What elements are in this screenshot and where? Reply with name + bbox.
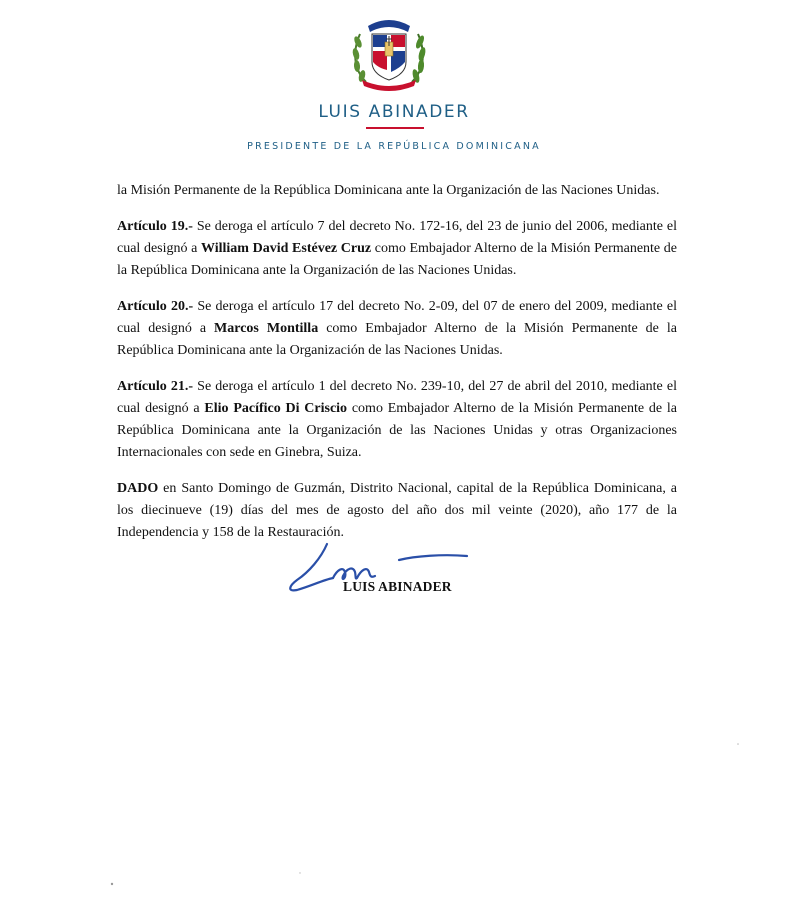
article-text: Se deroga el artículo 17 del decreto No. 2-09, del 07 de enero del 2009, mediante el cual designó a [117, 299, 677, 336]
paragraph-continuation [117, 180, 677, 202]
paragraph-article-21 [117, 376, 677, 464]
header-name: LUIS ABINADER [318, 102, 470, 122]
header-title: PRESIDENTE DE LA REPÚBLICA DOMINICANA [247, 141, 541, 152]
dado-label: DADO [117, 481, 159, 496]
article-text: Se deroga el artículo 7 del decreto No. 172-16, del 23 de junio del 2006, mediante el cual designó a [117, 219, 677, 256]
header-divider [366, 127, 424, 129]
article-label: Artículo 19.- [117, 219, 193, 234]
article-label: Artículo 21.- [117, 379, 194, 394]
appointee-name: Marcos Montilla [214, 321, 319, 336]
paragraph-article-19 [117, 216, 677, 282]
dado-text: en Santo Domingo de Guzmán, Distrito Nacional, capital de la República Dominicana, a los diecinueve (19) días del mes de agosto del año dos mil veinte (2020), año 177 de la Independencia y 158 de la Restauración. [117, 481, 677, 540]
signer-name: LUIS ABINADER [343, 579, 452, 594]
article-text: como Embajador Alterno de la Misión Permanente de la República Dominicana ante la Organización de las Naciones Unidas y otras Organizaciones Internacionales con sede en Ginebra, Suiza. [117, 401, 677, 460]
coat-of-arms-icon [348, 12, 430, 92]
article-text: como Embajador Alterno de la Misión Permanente de la República Dominicana ante la Organización de las Naciones Unidas. [117, 321, 677, 358]
article-text: como Embajador Alterno de la Misión Permanente de la República Dominicana ante la Organización de las Naciones Unidas. [117, 241, 677, 278]
article-label: Artículo 20.- [117, 299, 194, 314]
paragraph-article-20 [117, 296, 677, 362]
appointee-name: William David Estévez Cruz [201, 241, 372, 256]
appointee-name: Elio Pacífico Di Criscio [204, 401, 348, 416]
document-body [117, 180, 677, 558]
article-text: Se deroga el artículo 1 del decreto No. 239-10, del 27 de abril del 2010, mediante el cual designó a [117, 379, 677, 416]
continuation-text: la Misión Permanente de la República Dominicana ante la Organización de las Naciones Unidas. [117, 183, 660, 198]
